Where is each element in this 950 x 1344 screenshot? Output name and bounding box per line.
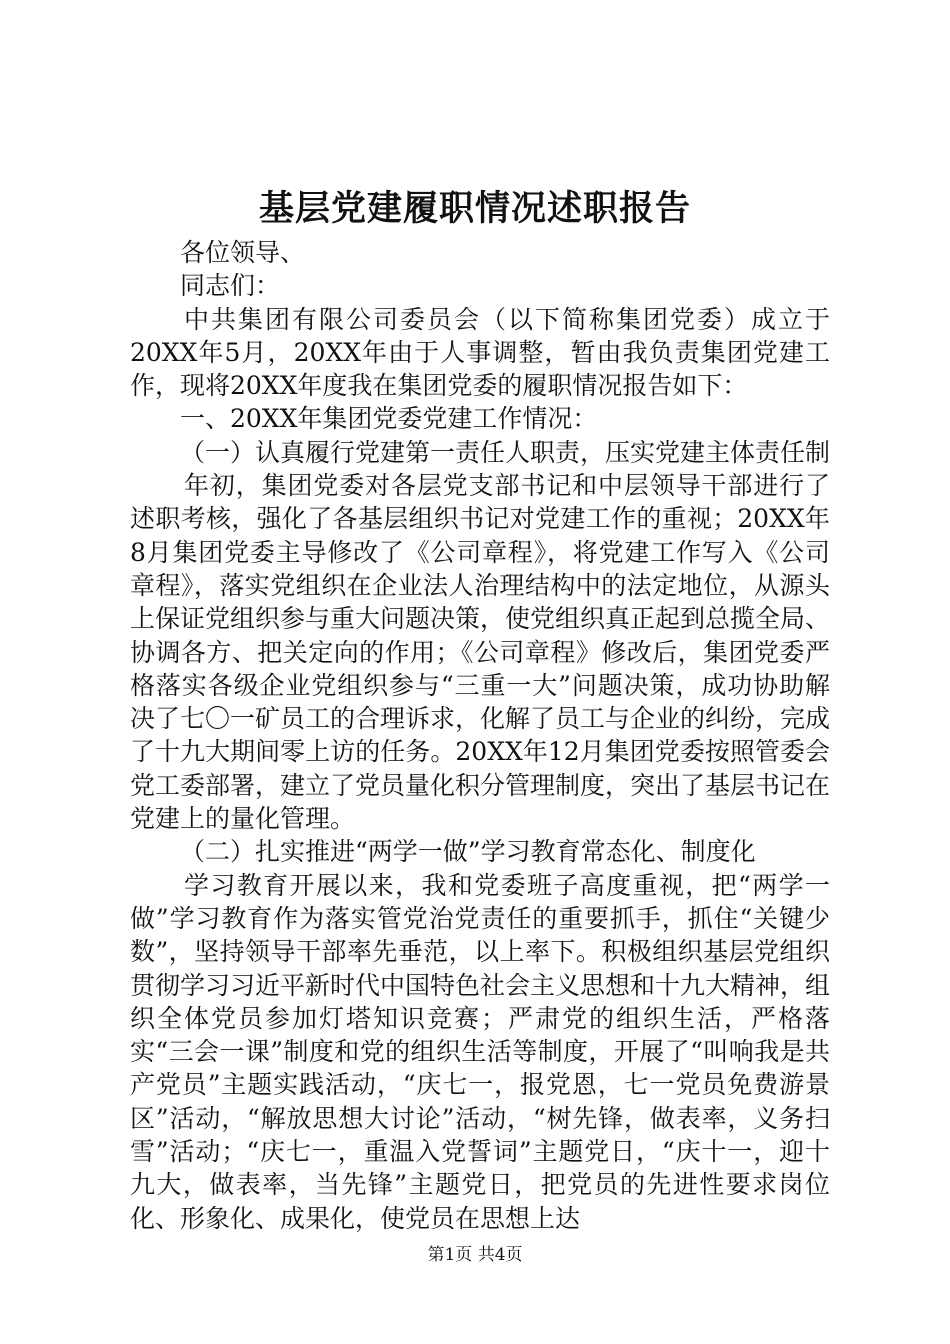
intro-paragraph: 中共集团有限公司委员会（以下简称集团党委）成立于20XX年5月，20XX年由于人事调整，暂由我负责集团党建工作，现将20XX年度我在集团党委的履职情况报告如下： bbox=[130, 304, 830, 401]
document-title: 基层党建履职情况述职报告 bbox=[258, 188, 691, 229]
subsection-2-body: 学习教育开展以来，我和党委班子高度重视，把“两学一做”学习教育作为落实管党治党责任的重要抓手，抓住“关键少数”，坚持领导干部率先垂范，以上率下。积极组织基层党组织贯彻学习习近平新时代中国特色社会主义思想和十九大精神，组织全体党员参加灯塔知识竞赛；严肃党的组织生活，严格落实“三会一课”制度和党的组织生活等制度，开展了“叫响我是共产党员”主题实践活动，“庆七一，报党恩，七一党员免费游景区”活动，“解放思想大讨论”活动，“树先锋，做表率，义务扫雪”活动；“庆七一，重温入党誓词”主题党日，“庆十一，迎十九大，做表率，当先锋”主题党日，把党员的先进性要求岗位化、形象化、成果化，使党员在思想上达 bbox=[130, 870, 831, 1233]
page-footer: 第1页 共4页 bbox=[427, 1245, 523, 1265]
subsection-1-heading: （一）认真履行党建第一责任人职责，压实党建主体责任制 bbox=[180, 437, 831, 467]
subsection-1-body: 年初，集团党委对各层党支部书记和中层领导干部进行了述职考核，强化了各基层组织书记对党建工作的重视；20XX年8月集团党委主导修改了《公司章程》，将党建工作写入《公司章程》，落实党组织在企业法人治理结构中的法定地位，从源头上保证党组织参与重大问题决策，使党组织真正起到总揽全局、协调各方、把关定向的作用；《公司章程》修改后，集团党委严格落实各级企业党组织参与“三重一大”问题决策，成功协助解决了七〇一矿员工的合理诉求，化解了员工与企业的纠纷，完成了十九大期间零上访的任务。20XX年12月集团党委按照管委会党工委部署，建立了党员量化积分管理制度，突出了基层书记在党建上的量化管理。 bbox=[130, 471, 831, 834]
section-1-heading: 一、20XX年集团党委党建工作情况： bbox=[180, 404, 598, 434]
greeting-line-1: 各位领导、 bbox=[180, 238, 306, 267]
document-body bbox=[130, 236, 830, 1235]
subsection-2-heading: （二）扎实推进“两学一做”学习教育常态化、制度化 bbox=[180, 837, 756, 867]
greeting-line-2: 同志们： bbox=[180, 271, 281, 301]
